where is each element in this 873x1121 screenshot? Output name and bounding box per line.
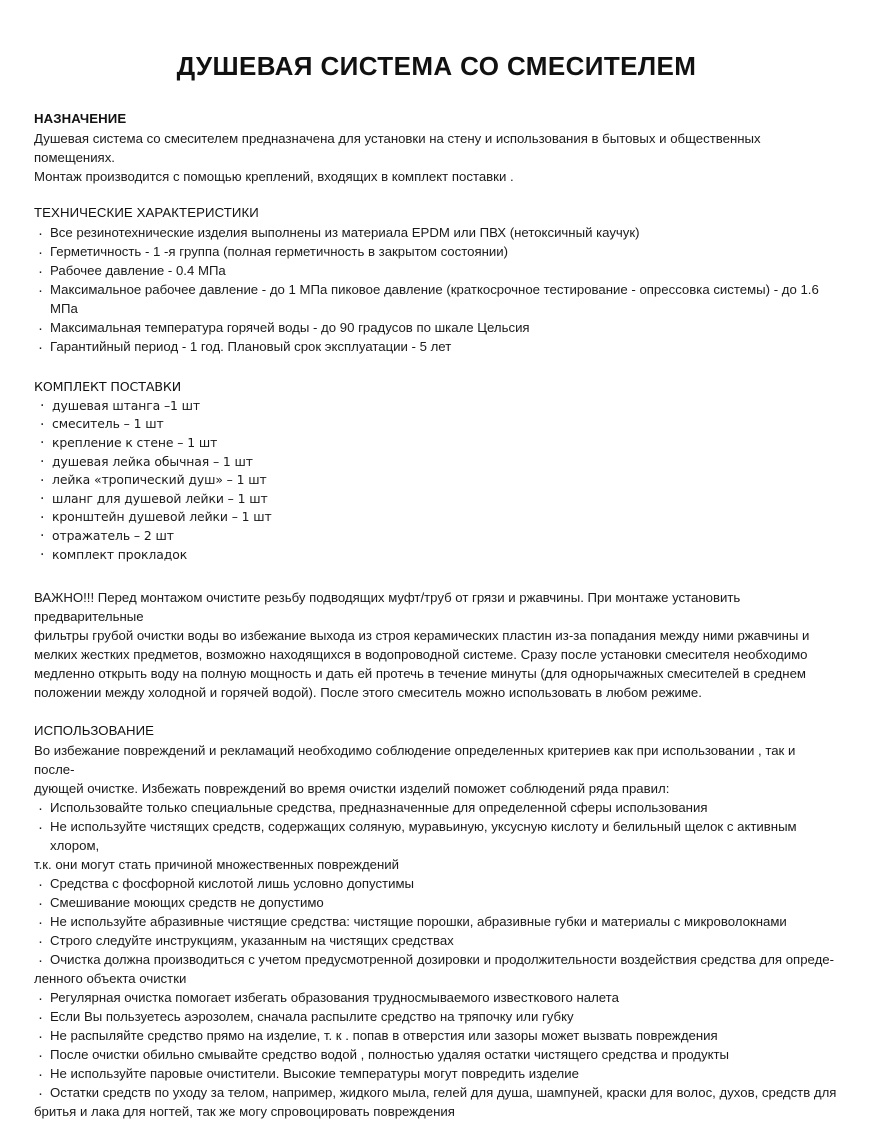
- list-item: · Смешивание моющих средств не допустимо: [34, 893, 839, 912]
- list-item: · Остатки средств по уходу за телом, например, жидкого мыла, гелей для душа, шампуней, краски для волос, духов, средств для: [34, 1083, 839, 1102]
- list-item: · крепление к стене – 1 шт: [34, 434, 839, 453]
- list-item-continuation: ленного объекта очистки: [34, 971, 187, 987]
- list-item: · Средства с фосфорной кислотой лишь условно допустимы: [34, 874, 839, 893]
- list-item: · душевая штанга –1 шт: [34, 397, 839, 416]
- list-item: · шланг для душевой лейки – 1 шт: [34, 490, 839, 509]
- kit-list: [34, 397, 839, 564]
- list-item: · Максимальная температура горячей воды - до 90 градусов по шкале Цельсия: [34, 318, 839, 337]
- list-item: · кронштейн душевой лейки – 1 шт: [34, 508, 839, 527]
- list-item-continuation: т.к. они могут стать причиной множественных повреждений: [34, 857, 400, 873]
- list-item: · Максимальное рабочее давление - до 1 МПа пиковое давление (краткосрочное тестирование - опрессовка системы) - до 1.6 МПа: [34, 280, 839, 318]
- important-line-2: фильтры грубой очистки воды во избежание выхода из строя керамических пластин из-за попадания между ними ржавчины и: [34, 628, 810, 644]
- usage-intro-line-2: дующей очистке. Избежать повреждений во время очистки изделий поможет соблюдений ряда правил:: [34, 781, 670, 797]
- section-heading-specs: ТЕХНИЧЕСКИЕ ХАРАКТЕРИСТИКИ: [34, 205, 259, 221]
- purpose-paragraph-line-1: Душевая система со смесителем предназначена для установки на стену и использования в бытовых и общественных помещениях.: [34, 131, 761, 166]
- list-item: · Все резинотехнические изделия выполнены из материала EPDM или ПВХ (нетоксичный каучук): [34, 223, 839, 242]
- section-heading-kit: КОМПЛЕКТ ПОСТАВКИ: [34, 379, 182, 395]
- purpose-paragraph-line-2: Монтаж производится с помощью креплений, входящих в комплект поставки .: [34, 169, 514, 185]
- specs-list: [34, 223, 839, 356]
- list-item: · отражатель – 2 шт: [34, 527, 839, 546]
- important-line-5: положении между холодной и горячей водой). После этого смеситель можно использовать в любом режиме.: [34, 685, 702, 701]
- section-kit: [34, 378, 839, 564]
- list-item: · Не используйте абразивные чистящие средства: чистящие порошки, абразивные губки и материалы с микроволокнами: [34, 912, 839, 931]
- list-item-continuation: бритья и лака для ногтей, так же могу спровоцировать повреждения: [34, 1104, 455, 1120]
- list-item: · душевая лейка обычная – 1 шт: [34, 453, 839, 472]
- list-item: · Герметичность - 1 -я группа (полная герметичность в закрытом состоянии): [34, 242, 839, 261]
- section-heading-purpose: НАЗНАЧЕНИЕ: [34, 110, 127, 126]
- usage-intro-line-1: Во избежание повреждений и рекламаций необходимо соблюдение определенных критериев как при использовании , так и после-: [34, 743, 796, 778]
- section-heading-usage: ИСПОЛЬЗОВАНИЕ: [34, 723, 155, 739]
- section-important-notice: [34, 588, 839, 702]
- list-item: · Рабочее давление - 0.4 МПа: [34, 261, 839, 280]
- important-line-4: медленно открыть воду на полную мощность и дать ей протечь в течение минуты (для однорычажных смесителей в среднем: [34, 666, 806, 682]
- important-line-3: мелких жестких предметов, возможно находящихся в водопроводной системе. Сразу после установки смесителя необходимо: [34, 647, 808, 663]
- important-line-1: ВАЖНО!!! Перед монтажом очистите резьбу подводящих муфт/труб от грязи и ржавчины. При монтаже установить предварительные: [34, 590, 741, 625]
- section-purpose: [34, 110, 839, 186]
- page-title: ДУШЕВАЯ СИСТЕМА СО СМЕСИТЕЛЕМ: [176, 51, 697, 81]
- list-item: · Регулярная очистка помогает избегать образования трудносмываемого известкового налета: [34, 988, 839, 1007]
- list-item: · Если Вы пользуетесь аэрозолем, сначала распылите средство на тряпочку или губку: [34, 1007, 839, 1026]
- list-item: · Не используйте чистящих средств, содержащих соляную, муравьиную, уксусную кислоту и белильный щелок с активным хлором,: [34, 817, 839, 855]
- list-item: · Строго следуйте инструкциям, указанным на чистящих средствах: [34, 931, 839, 950]
- list-item: · Очистка должна производиться с учетом предусмотренной дозировки и продолжительности воздействия средства для опреде-: [34, 950, 839, 969]
- list-item: · Использовайте только специальные средства, предназначенные для определенной сферы использования: [34, 798, 839, 817]
- usage-list: [34, 798, 839, 1121]
- list-item: · Гарантийный период - 1 год. Плановый срок эксплуатации - 5 лет: [34, 337, 839, 356]
- list-item: · Не распыляйте средство прямо на изделие, т. к . попав в отверстия или зазоры может вызвать повреждения: [34, 1026, 839, 1045]
- section-usage: [34, 722, 839, 1121]
- list-item: · лейка «тропический душ» – 1 шт: [34, 471, 839, 490]
- list-item: · Не используйте паровые очистители. Высокие температуры могут повредить изделие: [34, 1064, 839, 1083]
- list-item: · После очистки обильно смывайте средство водой , полностью удаляя остатки чистящего средства и продукты: [34, 1045, 839, 1064]
- section-specs: [34, 204, 839, 356]
- list-item: · смеситель – 1 шт: [34, 415, 839, 434]
- list-item: · комплект прокладок: [34, 546, 839, 565]
